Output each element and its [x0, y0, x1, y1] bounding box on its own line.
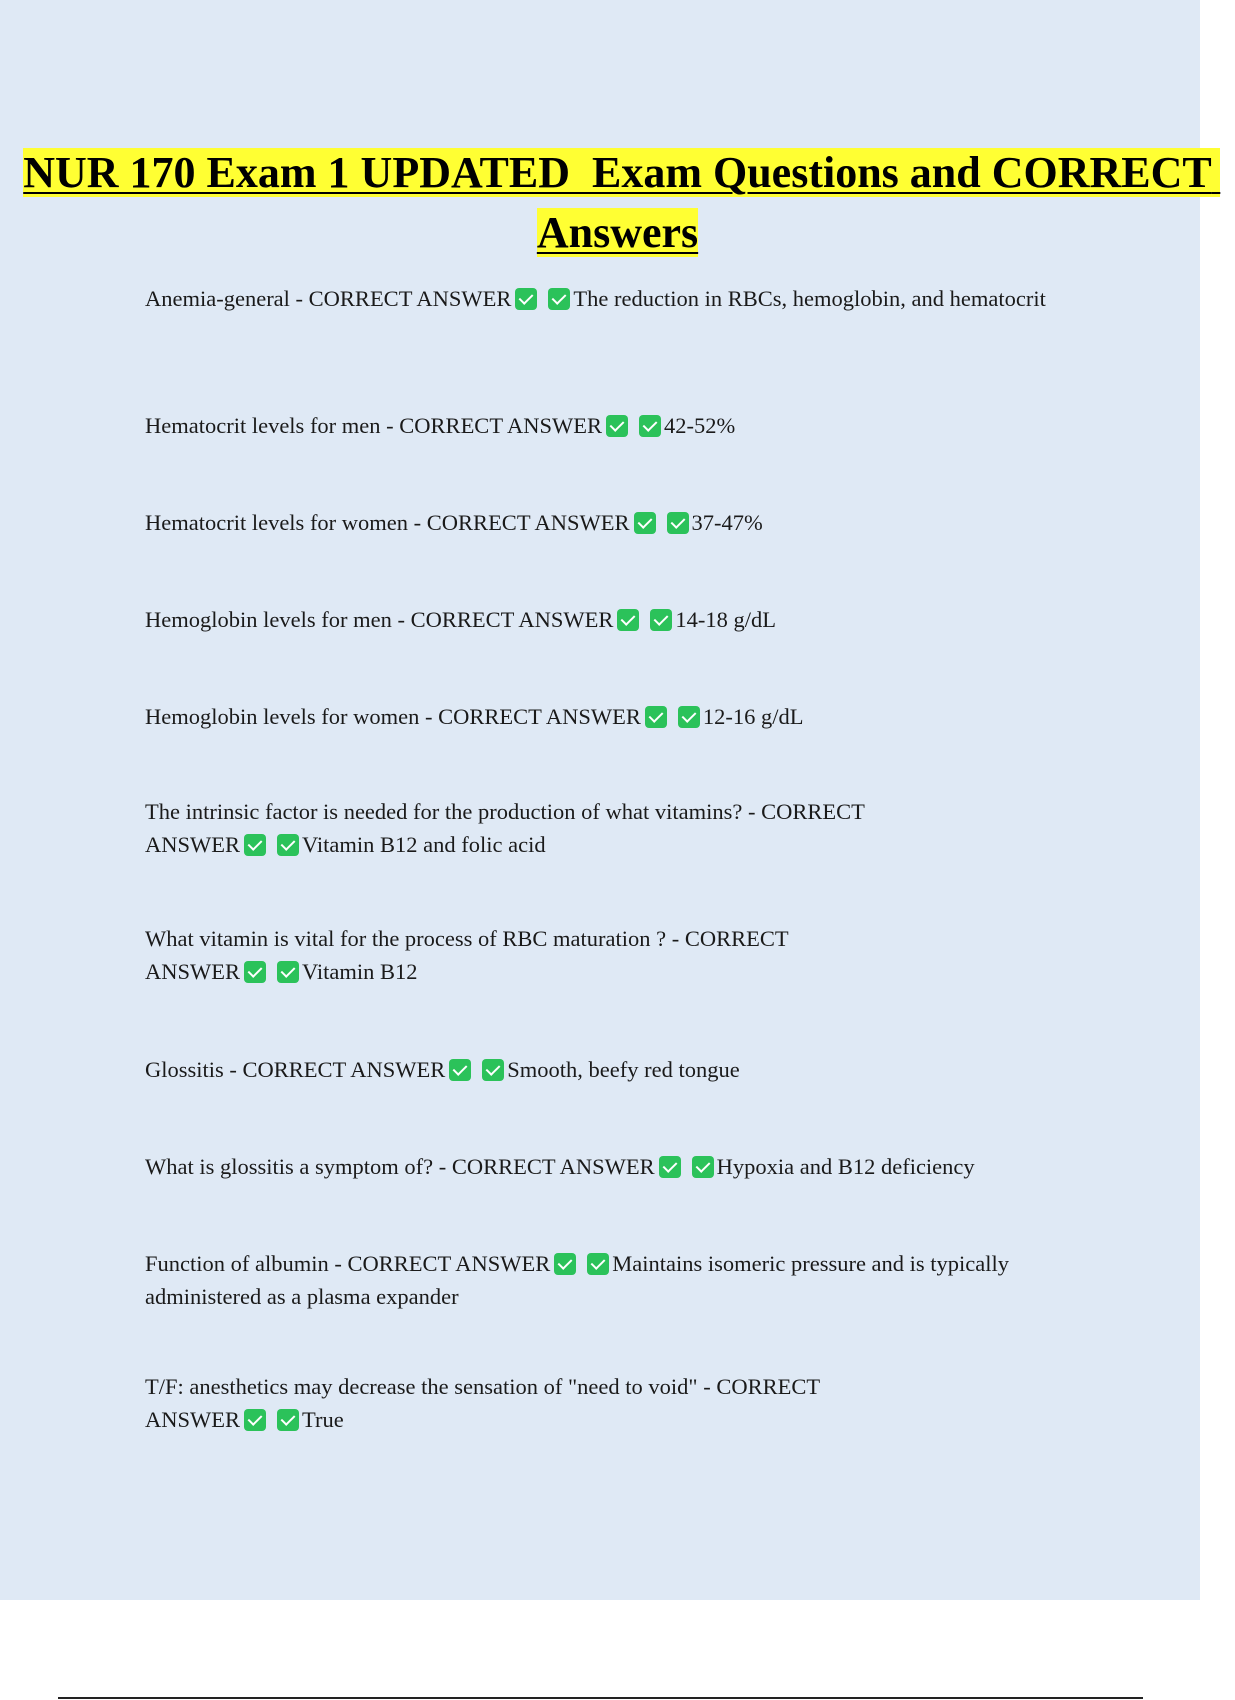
- question-text: T/F: anesthetics may decrease the sensation of "need to void": [145, 1374, 698, 1399]
- qa-item: Hemoglobin levels for men - CORRECT ANSWER 14-18 g/dL: [145, 607, 776, 632]
- check-icon: [548, 288, 570, 310]
- check-icon: [639, 415, 661, 437]
- answer-marker: CORRECT ANSWER: [438, 704, 641, 729]
- question-text: Glossitis: [145, 1057, 224, 1082]
- check-icon: [482, 1059, 504, 1081]
- answer-marker: CORRECT ANSWER: [399, 413, 603, 438]
- check-icon: [692, 1156, 714, 1178]
- check-icon: [606, 415, 628, 437]
- answer-text: Maintains isomeric pressure and is typically administered as a plasma expander: [145, 1251, 1010, 1309]
- footer-divider: [58, 1697, 1143, 1699]
- answer-text: The reduction in RBCs, hemoglobin, and hematocrit: [573, 286, 1046, 311]
- check-icon: [587, 1253, 609, 1275]
- check-icon: [244, 961, 266, 983]
- question-text: Hematocrit levels for women: [145, 510, 409, 535]
- question-text: What is glossitis a symptom of?: [145, 1154, 434, 1179]
- page-title: NUR 170 Exam 1 UPDATED Exam Questions and CORRECT Answers: [23, 148, 1221, 257]
- answer-text: Hypoxia and B12 deficiency: [716, 1154, 975, 1179]
- answer-marker: CORRECT ANSWER: [410, 607, 614, 632]
- answer-text: 42-52%: [664, 413, 736, 438]
- answer-marker: CORRECT ANSWER: [451, 1154, 655, 1179]
- answer-text: True: [302, 1406, 344, 1432]
- check-icon: [244, 1409, 266, 1431]
- qa-item: Hematocrit levels for women - CORRECT ANSWER 37-47%: [145, 510, 763, 535]
- answer-text: 14-18 g/dL: [675, 607, 776, 632]
- answer-marker: CORRECT ANSWER: [145, 1374, 820, 1432]
- qa-item: Glossitis - CORRECT ANSWER Smooth, beefy red tongue: [145, 1057, 740, 1082]
- question-text: Function of albumin: [145, 1251, 329, 1276]
- answer-text: Vitamin B12 and folic acid: [302, 831, 546, 857]
- answer-marker: CORRECT ANSWER: [426, 510, 630, 535]
- check-icon: [634, 512, 656, 534]
- check-icon: [645, 706, 667, 728]
- title-block: [0, 143, 1235, 263]
- question-text: Hemoglobin levels for women: [145, 704, 420, 729]
- qa-item: Hemoglobin levels for women - CORRECT ANSWER 12-16 g/dL: [145, 704, 804, 729]
- check-icon: [244, 834, 266, 856]
- check-icon: [667, 512, 689, 534]
- answer-marker: CORRECT ANSWER: [145, 926, 789, 984]
- qa-item: The intrinsic factor is needed for the production of what vitamins? - CORRECT ANSWER Vitamin B12 and folic acid: [145, 799, 865, 857]
- qa-item: What vitamin is vital for the process of RBC maturation ? - CORRECT ANSWER Vitamin B12: [145, 926, 789, 984]
- check-icon: [554, 1253, 576, 1275]
- qa-item: What is glossitis a symptom of? - CORRECT ANSWER Hypoxia and B12 deficiency: [145, 1154, 975, 1179]
- check-icon: [277, 1409, 299, 1431]
- answer-text: Smooth, beefy red tongue: [507, 1057, 740, 1082]
- answer-text: 37-47%: [691, 510, 763, 535]
- answer-marker: CORRECT ANSWER: [242, 1057, 446, 1082]
- answer-marker: CORRECT ANSWER: [347, 1251, 551, 1276]
- check-icon: [650, 609, 672, 631]
- check-icon: [617, 609, 639, 631]
- answer-text: Vitamin B12: [302, 958, 418, 984]
- check-icon: [277, 961, 299, 983]
- question-text: The intrinsic factor is needed for the production of what vitamins?: [145, 799, 743, 824]
- qa-item: Function of albumin - CORRECT ANSWER Maintains isomeric pressure and is typically administered as a plasma expander: [145, 1251, 1010, 1309]
- answer-marker: CORRECT ANSWER: [308, 286, 512, 311]
- question-text: What vitamin is vital for the process of RBC maturation ?: [145, 926, 667, 951]
- check-icon: [678, 706, 700, 728]
- check-icon: [277, 834, 299, 856]
- check-icon: [659, 1156, 681, 1178]
- question-text: Anemia-general: [145, 286, 290, 311]
- question-text: Hematocrit levels for men: [145, 413, 381, 438]
- check-icon: [449, 1059, 471, 1081]
- qa-item: Hematocrit levels for men - CORRECT ANSWER 42-52%: [145, 413, 736, 438]
- check-icon: [515, 288, 537, 310]
- qa-item: T/F: anesthetics may decrease the sensation of "need to void" - CORRECT ANSWER True: [145, 1374, 820, 1432]
- answer-text: 12-16 g/dL: [702, 704, 804, 729]
- qa-item: Anemia-general - CORRECT ANSWER The reduction in RBCs, hemoglobin, and hematocrit: [145, 286, 1046, 311]
- question-text: Hemoglobin levels for men: [145, 607, 392, 632]
- answer-marker: CORRECT ANSWER: [145, 799, 865, 857]
